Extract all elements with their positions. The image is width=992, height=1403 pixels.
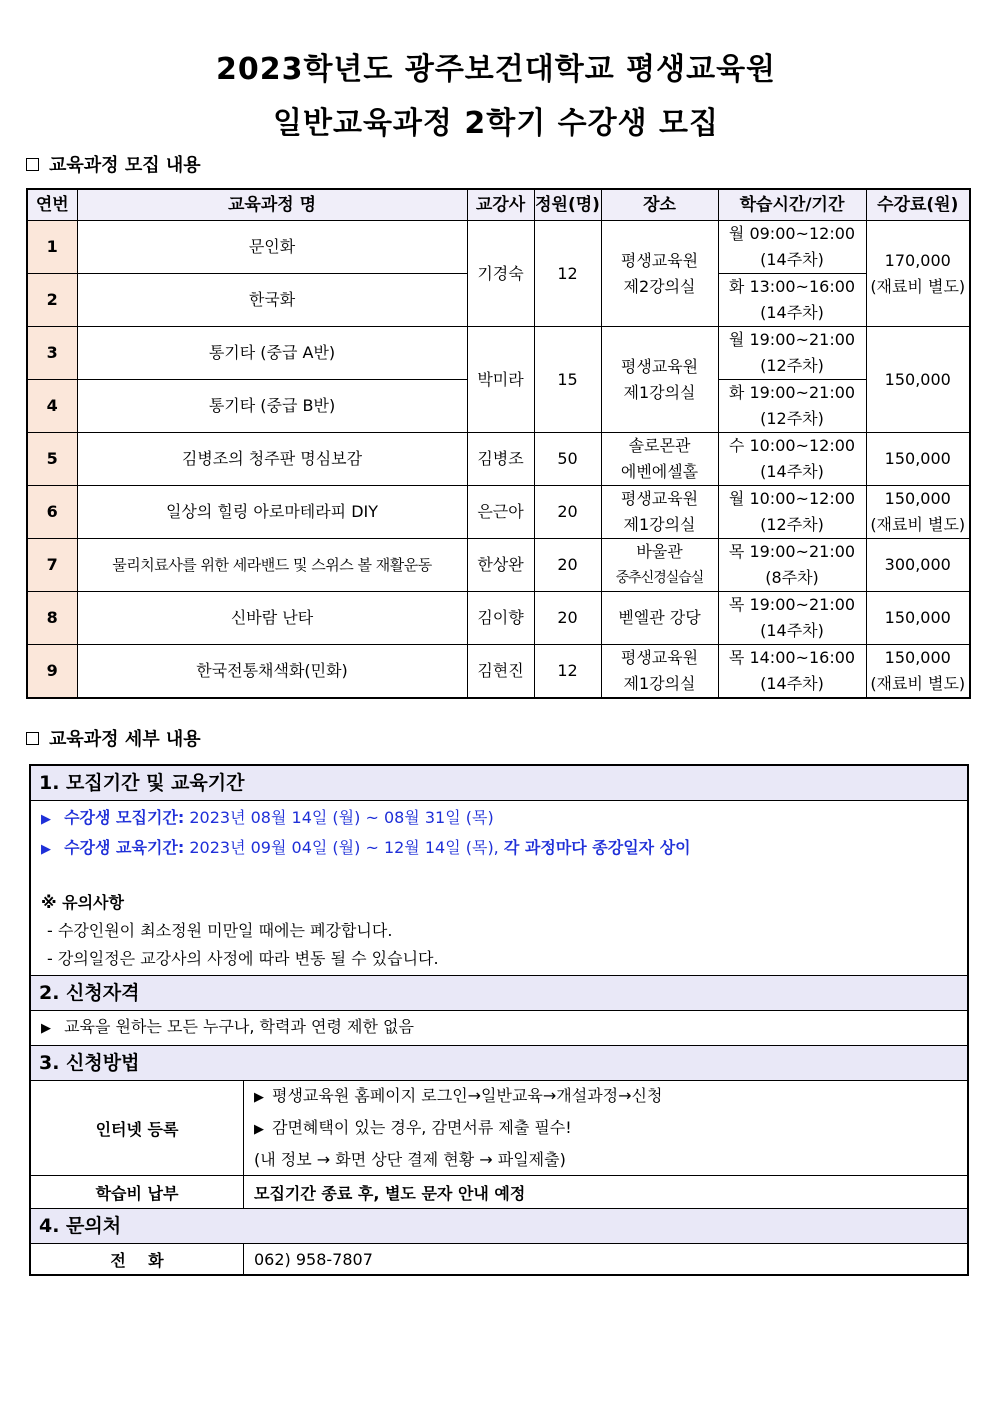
schedule-time: 목 19:00~21:00 <box>728 542 856 561</box>
fee <box>866 433 970 486</box>
capacity: 50 <box>534 433 601 486</box>
phone-label: 전 화 <box>31 1244 244 1274</box>
schedule-weeks: (12주차) <box>760 409 824 428</box>
header-time: 학습시간/기간 <box>718 189 866 221</box>
schedule-weeks: (14주차) <box>760 462 824 481</box>
schedule-weeks: (8주차) <box>765 568 819 587</box>
fee-amount: 150,000 <box>884 449 951 468</box>
schedule-time: 월 09:00~12:00 <box>728 224 856 243</box>
fee-note: (재료비 별도) <box>870 515 966 534</box>
fee <box>866 592 970 645</box>
fee <box>866 645 970 699</box>
row-number: 3 <box>27 327 77 380</box>
header-fee: 수강료(원) <box>866 189 970 221</box>
schedule <box>718 433 866 486</box>
course-name: 김병조의 청주판 명심보감 <box>77 433 467 486</box>
fee-amount: 300,000 <box>884 555 951 574</box>
course-name: 물리치료사를 위한 세라밴드 및 스위스 볼 재활운동 <box>77 539 467 592</box>
place <box>601 539 718 592</box>
table-header-row <box>27 189 970 221</box>
row-number: 2 <box>27 274 77 327</box>
online-step-text: 평생교육원 홈페이지 로그인→일반교육→개설과정→신청 <box>272 1086 663 1105</box>
section-heading-recruitment <box>26 151 201 177</box>
teacher: 김병조 <box>467 433 534 486</box>
schedule-time: 목 14:00~16:00 <box>728 648 856 667</box>
place <box>601 221 718 327</box>
online-step <box>254 1113 957 1145</box>
schedule <box>718 221 866 274</box>
schedule-time: 화 19:00~21:00 <box>728 383 856 402</box>
capacity: 12 <box>534 645 601 699</box>
fee-note: (재료비 별도) <box>870 674 966 693</box>
schedule-weeks: (12주차) <box>760 356 824 375</box>
pay-value: 모집기간 종료 후, 별도 문자 안내 예정 <box>244 1176 968 1209</box>
section-heading-text: 교육과정 모집 내용 <box>49 155 201 176</box>
notice-item: - 수강인원이 최소정원 미만일 때에는 폐강합니다. <box>47 921 393 940</box>
checkbox-square-icon <box>26 732 39 745</box>
course-name: 일상의 힐링 아로마테라피 DIY <box>77 486 467 539</box>
capacity: 20 <box>534 486 601 539</box>
schedule-weeks: (14주차) <box>760 674 824 693</box>
teacher: 김이향 <box>467 592 534 645</box>
fee-amount: 150,000 <box>884 369 951 389</box>
schedule <box>718 539 866 592</box>
recruit-value: 2023년 08월 14일 (월) ~ 08월 31일 (목) <box>189 808 494 827</box>
online-steps <box>244 1081 968 1176</box>
qualification-line <box>31 1011 967 1045</box>
schedule-time: 월 19:00~21:00 <box>728 330 856 349</box>
schedule-weeks: (14주차) <box>760 250 824 269</box>
place <box>601 433 718 486</box>
section-heading-details <box>26 725 201 751</box>
fee <box>866 327 970 433</box>
notice-title: ※ 유의사항 <box>41 893 124 912</box>
row-number: 8 <box>27 592 77 645</box>
schedule-time: 목 19:00~21:00 <box>728 595 856 614</box>
header-teacher: 교강사 <box>467 189 534 221</box>
period-block <box>31 801 967 975</box>
triangle-right-icon: ▶ <box>41 1021 51 1036</box>
schedule-time: 화 13:00~16:00 <box>728 277 856 296</box>
place <box>601 327 718 433</box>
table-row <box>31 1176 967 1209</box>
table-row <box>31 1081 967 1176</box>
online-step-note: (내 정보 → 화면 상단 결제 현황 → 파일제출) <box>254 1150 566 1169</box>
row-number: 1 <box>27 221 77 274</box>
schedule <box>718 274 866 327</box>
triangle-right-icon: ▶ <box>254 1090 264 1105</box>
place: 벧엘관 강당 <box>601 592 718 645</box>
schedule <box>718 486 866 539</box>
fee-note: (재료비 별도) <box>870 276 966 296</box>
phone-value: 062) 958-7807 <box>254 1249 373 1269</box>
course-name: 한국화 <box>77 274 467 327</box>
capacity: 12 <box>534 221 601 327</box>
table-row <box>27 433 970 486</box>
place-line-2: 제1강의실 <box>623 382 696 402</box>
section-heading-text: 교육과정 세부 내용 <box>49 729 201 750</box>
row-number: 6 <box>27 486 77 539</box>
table-row <box>27 592 970 645</box>
edu-period-line <box>41 833 957 863</box>
checkbox-square-icon <box>26 158 39 171</box>
row-number: 9 <box>27 645 77 699</box>
detail-heading-method: 3. 신청방법 <box>31 1045 967 1081</box>
row-number: 5 <box>27 433 77 486</box>
table-row <box>27 486 970 539</box>
schedule-time: 수 10:00~12:00 <box>728 436 856 455</box>
title-line-2: 일반교육과정 2학기 수강생 모집 <box>273 106 719 141</box>
fee-amount: 150,000 <box>884 648 951 667</box>
table-row <box>27 539 970 592</box>
detail-heading-qualification: 2. 신청자격 <box>31 975 967 1011</box>
online-step-text: 감면혜택이 있는 경우, 감면서류 제출 필수! <box>272 1118 572 1137</box>
notice-item: - 강의일정은 교강사의 사정에 따라 변동 될 수 있습니다. <box>47 949 439 968</box>
schedule-time: 월 10:00~12:00 <box>728 489 856 508</box>
place-line-2: 제2강의실 <box>623 276 696 296</box>
teacher: 박미라 <box>467 327 534 433</box>
recruit-period-line <box>41 803 957 833</box>
recruit-label: 수강생 모집기간: <box>64 808 185 827</box>
method-table <box>31 1081 967 1208</box>
place <box>601 645 718 699</box>
course-name: 통기타 (중급 A반) <box>77 327 467 380</box>
teacher: 김현진 <box>467 645 534 699</box>
detail-heading-period: 1. 모집기간 및 교육기간 <box>31 766 967 801</box>
schedule-weeks: (12주차) <box>760 515 824 534</box>
place-line-1: 솔로몬관 <box>628 436 691 455</box>
pay-label: 학습비 납부 <box>31 1176 244 1209</box>
header-capacity: 정원(명) <box>534 189 601 221</box>
capacity: 20 <box>534 539 601 592</box>
online-step <box>254 1081 957 1113</box>
fee-amount: 150,000 <box>884 489 951 508</box>
edu-label: 수강생 교육기간: <box>64 838 185 857</box>
edu-note: 각 과정마다 종강일자 상이 <box>503 838 691 857</box>
capacity: 20 <box>534 592 601 645</box>
place-line-1: 평생교육원 <box>620 356 699 376</box>
teacher: 기경숙 <box>467 221 534 327</box>
edu-value: 2023년 09월 04일 (월) ~ 12월 14일 (목), <box>189 838 499 857</box>
fee-amount: 170,000 <box>884 250 951 270</box>
fee <box>866 221 970 327</box>
place-line-2: 중추신경실습실 <box>615 570 704 586</box>
capacity: 15 <box>534 327 601 433</box>
table-row <box>31 1244 967 1274</box>
course-name: 한국전통채색화(민화) <box>77 645 467 699</box>
place <box>601 486 718 539</box>
header-course: 교육과정 명 <box>77 189 467 221</box>
triangle-right-icon: ▶ <box>41 812 51 827</box>
teacher: 은근아 <box>467 486 534 539</box>
table-row <box>27 645 970 699</box>
place-line-1: 평생교육원 <box>620 250 699 270</box>
detail-heading-contact: 4. 문의처 <box>31 1208 967 1244</box>
contact-table <box>31 1244 967 1274</box>
qualification-text: 교육을 원하는 모든 누구나, 학력과 연령 제한 없음 <box>64 1017 414 1036</box>
schedule-weeks: (14주차) <box>760 303 824 322</box>
header-place: 장소 <box>601 189 718 221</box>
table-row <box>27 221 970 274</box>
course-table <box>26 188 971 699</box>
place-line-2: 제1강의실 <box>623 674 696 693</box>
online-label: 인터넷 등록 <box>31 1081 244 1176</box>
course-name: 통기타 (중급 B반) <box>77 380 467 433</box>
course-name: 신바람 난타 <box>77 592 467 645</box>
teacher: 한상완 <box>467 539 534 592</box>
fee <box>866 486 970 539</box>
table-row <box>27 327 970 380</box>
header-no: 연번 <box>27 189 77 221</box>
schedule <box>718 327 866 380</box>
detail-box <box>29 764 969 1276</box>
schedule <box>718 592 866 645</box>
schedule-weeks: (14주차) <box>760 621 824 640</box>
fee-amount: 150,000 <box>884 608 951 627</box>
place-line-2: 제1강의실 <box>623 515 696 534</box>
place-line-1: 바울관 <box>636 542 683 561</box>
fee <box>866 539 970 592</box>
title-line-1: 2023학년도 광주보건대학교 평생교육원 <box>215 52 777 87</box>
row-number: 4 <box>27 380 77 433</box>
triangle-right-icon: ▶ <box>254 1122 264 1137</box>
place-line-2: 에벤에셀홀 <box>620 462 699 481</box>
schedule <box>718 380 866 433</box>
place-line-1: 평생교육원 <box>620 489 699 508</box>
course-name: 문인화 <box>77 221 467 274</box>
schedule <box>718 645 866 699</box>
place-line-1: 평생교육원 <box>620 648 699 667</box>
row-number: 7 <box>27 539 77 592</box>
triangle-right-icon: ▶ <box>41 842 51 857</box>
